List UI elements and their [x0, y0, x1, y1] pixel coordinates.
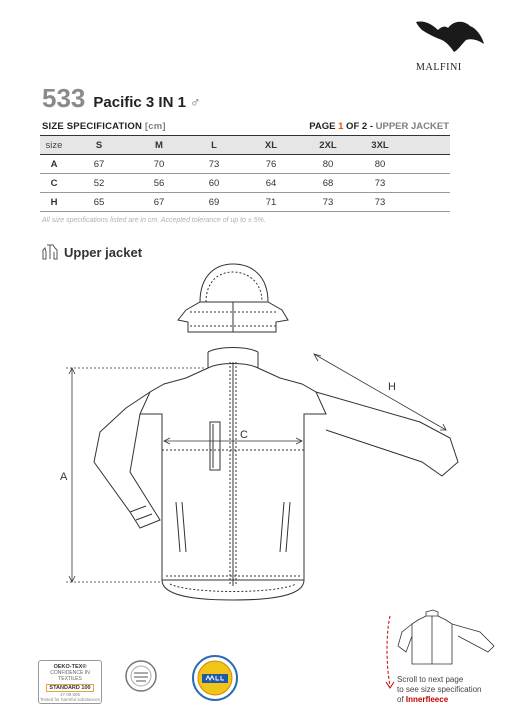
table-row	[40, 174, 450, 193]
sedex-seal-icon	[123, 656, 159, 702]
table-cell: 67	[93, 158, 105, 170]
page-of: OF 2 -	[343, 121, 376, 132]
table-cell: 73	[208, 158, 220, 170]
table-header-row	[40, 136, 450, 155]
scroll-note-line1: Scroll to next page	[397, 675, 464, 684]
scroll-note	[397, 675, 482, 705]
table-cell: 65	[93, 196, 105, 208]
table-row	[40, 155, 450, 174]
size-spec-heading	[42, 121, 166, 132]
table-row	[40, 193, 450, 212]
innerfleece-thumbnail	[396, 606, 499, 670]
oeko-tested: Tested for harmful substances	[39, 697, 101, 702]
page-indicator	[309, 121, 449, 132]
table-cell: 68	[322, 177, 334, 189]
page-prefix: PAGE	[309, 121, 339, 132]
table-cell: 56	[153, 177, 165, 189]
product-code: 533	[42, 83, 86, 113]
wrap-seal-icon	[190, 652, 240, 704]
header-cell: L	[211, 139, 217, 151]
dimension-c-label: C	[240, 429, 248, 441]
scroll-down-arrow-icon	[382, 614, 398, 694]
dimension-h-label: H	[388, 381, 396, 393]
header-cell: S	[95, 139, 103, 151]
table-cell: 64	[265, 177, 277, 189]
product-title	[42, 83, 200, 114]
header-cell: 3XL	[371, 139, 389, 151]
header-cell: XL	[264, 139, 278, 151]
size-table	[40, 135, 450, 212]
section-title: Upper jacket	[64, 244, 143, 260]
row-label: H	[50, 196, 58, 208]
table-cell: 67	[153, 196, 165, 208]
header-cell: size	[45, 139, 63, 151]
table-cell: 73	[374, 177, 386, 189]
table-cell: 73	[322, 196, 334, 208]
table-cell: 70	[153, 158, 165, 170]
header-cell: 2XL	[319, 139, 337, 151]
table-cell: 71	[265, 196, 277, 208]
table-cell: 73	[374, 196, 386, 208]
oeko-standard: STANDARD 100	[46, 684, 93, 692]
spec-unit: [cm]	[144, 121, 166, 132]
table-cell: 80	[322, 158, 334, 170]
table-cell: 60	[208, 177, 220, 189]
tolerance-note: All size specifications listed are in cm. Accepted tolerance of up to ± 5%.	[42, 217, 266, 224]
row-label: A	[50, 158, 58, 170]
table-cell: 52	[93, 177, 105, 189]
product-name: Pacific 3 IN 1	[93, 94, 186, 111]
brand-name: MALFINI	[416, 62, 462, 73]
scroll-note-line3	[397, 695, 482, 705]
table-cell: 69	[208, 196, 220, 208]
scroll-note-line2: to see size specification	[397, 685, 482, 694]
oeko-id: 47 08 805	[59, 692, 81, 697]
row-label: C	[50, 177, 58, 189]
table-cell: 80	[374, 158, 386, 170]
oeko-tex-badge	[38, 660, 102, 704]
hood-drawing	[178, 264, 288, 332]
page-number: 1	[338, 121, 344, 132]
scroll-note-prefix: of	[397, 695, 406, 704]
dimension-a-label: A	[60, 471, 68, 483]
oeko-title: OEKO-TEX®	[53, 664, 87, 670]
table-cell: 76	[265, 158, 277, 170]
oeko-subtitle: CONFIDENCE IN TEXTILES	[50, 670, 90, 682]
male-symbol: ♂	[189, 94, 201, 110]
page-section: UPPER JACKET	[375, 121, 449, 132]
jacket-technical-drawing	[0, 258, 519, 618]
spec-heading-text: SIZE SPECIFICATION	[42, 121, 143, 132]
innerfleece-link: Innerfleece	[405, 695, 449, 704]
header-cell: M	[155, 139, 163, 151]
